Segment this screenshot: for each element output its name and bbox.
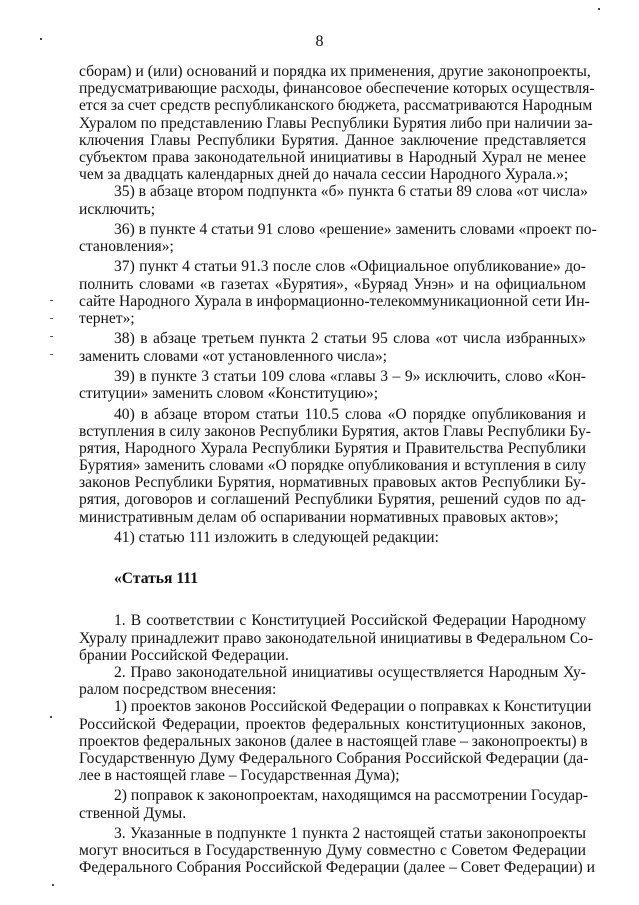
amendment-list [79,63,597,546]
amendment-text-line: 39) в пункте 3 статьи 109 слова «главы 3 – 9» исключить, слово «Кон- [114,367,586,385]
page-number: 8 [315,33,324,50]
amendment-text-line: субъектом права законодательной инициативы в Народный Хурал не менее [79,148,586,166]
amendment-text-line: вступления в силу законов Республики Бурятия, актов Главы Республики Бу- [79,422,591,440]
article-text-line: Государственную Думу Федерального Собрания Российской Федерации (да- [79,749,589,767]
amendment-text-line: сборам) и (или) оснований и порядка их применения, другие законопроекты, [79,63,591,80]
amendment-text-line: ется за счет средств республиканского бюджета, рассматриваются Народным [79,97,593,115]
article-text-line: лее в настоящей главе – Государственная Дума); [79,767,400,785]
amendment-text-line: предусматривающие расходы, финансовое обеспечение которых осуществля- [79,80,595,98]
amendment-text-line: заменить словами «от установленного числа»; [79,347,387,365]
amendment-text-line: сайте Народного Хурала в информационно-телекоммуникационной сети Ин- [79,292,590,310]
article-text-line: брании Российской Федерации. [79,646,289,664]
amendment-text-line: Хуралом по представлению Главы Республики Бурятия либо при наличии за- [79,114,593,132]
amendment-text-line: 41) статью 111 изложить в следующей редакции: [114,529,439,546]
scan-dot-bottom-left [52,884,54,886]
amendment-text-line: Бурятия» заменить словами «О порядке опубликования и вступления в силу [79,457,586,475]
amendment-text-line: 38) в абзаце третьем пункта 2 статьи 95 слова «от числа избранных» [114,330,586,348]
amendment-text-line: законов Республики Бурятия, нормативных правовых актов Республики Бу- [79,474,586,492]
amendment-text-line: исключить; [79,200,156,218]
amendment-text-line: министративным делам об оспаривании нормативных правовых актов»; [79,508,559,526]
scan-dot-top-right [598,8,600,10]
article-text-line: 3. Указанные в подпункте 1 пункта 2 настоящей статьи законопроекты [114,825,586,842]
amendment-text-line: чем за двадцать календарных дней до начала сессии Народного Хурала.»; [79,166,569,184]
amendment-text-line: ключения Главы Республики Бурятия. Данное заключение представляется [79,131,586,149]
article-text [79,612,595,877]
amendment-text-line: ституции» заменить словом «Конституцию»; [79,385,379,403]
article-heading: «Статья 111 [114,570,199,588]
amendment-text-line: полнить словами «в газетах «Бурятия», «Буряад Унэн» и на официальном [79,275,586,293]
article-text-line: ственной Думы. [79,804,187,822]
article-text-line: Федерального Собрания Российской Федерации (далее – Совет Федерации) и [79,859,595,877]
amendment-text-line: 36) в пункте 4 статьи 91 слово «решение» заменить словами «проект по- [114,220,597,238]
article-text-line: 1) проектов законов Российской Федерации о поправках к Конституции [114,698,592,716]
article-text-line: проектов федеральных законов (далее в настоящей главе – законопроекты) в [79,732,588,750]
scan-dot-top-left [40,38,42,40]
amendment-text-line: 35) в абзаце втором подпункта «б» пункта 6 статьи 89 слова «от числа» [114,183,588,201]
article-text-line: могут вноситься в Государственную Думу совместно с Советом Федерации [79,842,586,860]
article-text-line: 1. В соответствии с Конституцией Российской Федерации Народному [114,612,586,630]
amendment-text-line: 37) пункт 4 статьи 91.3 после слов «Официальное опубликование» до- [114,258,586,276]
amendment-text-line: 40) в абзаце втором статьи 110.5 слова «О порядке опубликования и [114,405,586,423]
amendment-text-line: рятия, договоров и соглашений Республики Бурятия, решений судов по ад- [79,491,586,509]
article-text-line: 2) поправок к законопроектам, находящимся на рассмотрении Государ- [114,787,589,805]
amendment-text-line: рятия, Народного Хурала Республики Бурятия и Правительства Республики [79,439,586,457]
amendment-text-line: становления»; [79,238,174,256]
document-body [79,63,597,877]
margin-scan-marks [50,300,60,360]
article-text-line: Российской Федерации, проектов федеральных конституционных законов, [79,715,586,733]
article-text-line: Хуралу принадлежит право законодательной инициативы в Федеральном Со- [79,629,594,647]
scan-dot-left-lower [50,716,52,718]
article-text-line: 2. Право законодательной инициативы осуществляется Народным Ху- [114,663,586,681]
article-text-line: ралом посредством внесения: [79,681,277,699]
amendment-text-line: тернет»; [79,310,135,327]
